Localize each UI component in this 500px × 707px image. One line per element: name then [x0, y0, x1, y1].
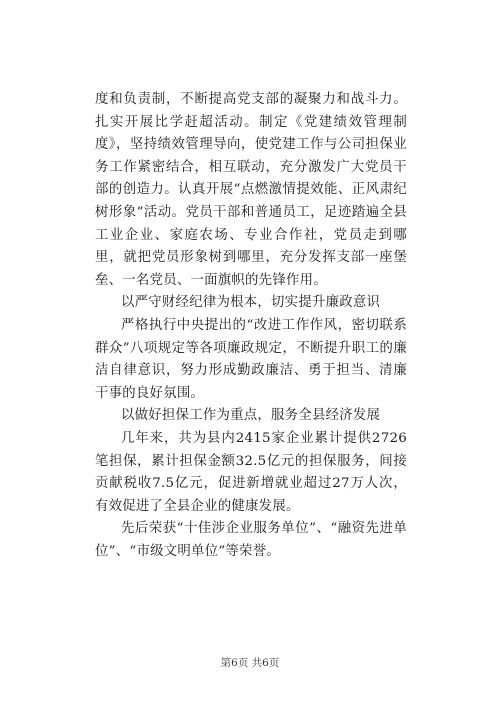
- paragraph-integrity: 严格执行中央提出的“改进工作作风，密切联系群众”八项规定等各项廉政规定，不断提升职工的廉洁自律意识，努力形成勤政廉洁、勇于担当、清廉干事的良好氛围。: [95, 317, 407, 401]
- paragraph-honors: 先后荣获“十佳涉企业服务单位”、“融资先进单位”、“市级文明单位”等荣誉。: [95, 521, 407, 559]
- heading-guarantee-service: 以做好担保工作为重点，服务全县经济发展: [121, 408, 381, 424]
- page-footer: 第6页 共6页: [220, 657, 280, 669]
- heading-integrity: 以严守财经纪律为根本，切实提升廉政意识: [121, 295, 381, 311]
- paragraph-guarantee-results: 几年来，共为县内2415家企业累计提供2726笔担保，累计担保金额32.5亿元的担保服务，间接贡献税收7.5亿元，促进新增就业超过27万人次，有效促进了全县企业的健康发展。: [95, 430, 407, 514]
- document-body: [95, 89, 407, 563]
- paragraph-party-building: 度和负责制，不断提高党支部的凝聚力和战斗力。扎实开展比学赶超活动。制定《党建绩效管理制度》，坚持绩效管理导向，使党建工作与公司担保业务工作紧密结合，相互联动，充分激发广大党员干部的创造力。认真开展“点燃激情提效能、正风肃纪树形象”活动。党员干部和普通员工，足迹踏遍全县工业企业、家庭农场、专业合作社，党员走到哪里，就把党员形象树到哪里，充分发挥支部一座堡垒、一名党员、一面旗帜的先锋作用。: [95, 92, 407, 288]
